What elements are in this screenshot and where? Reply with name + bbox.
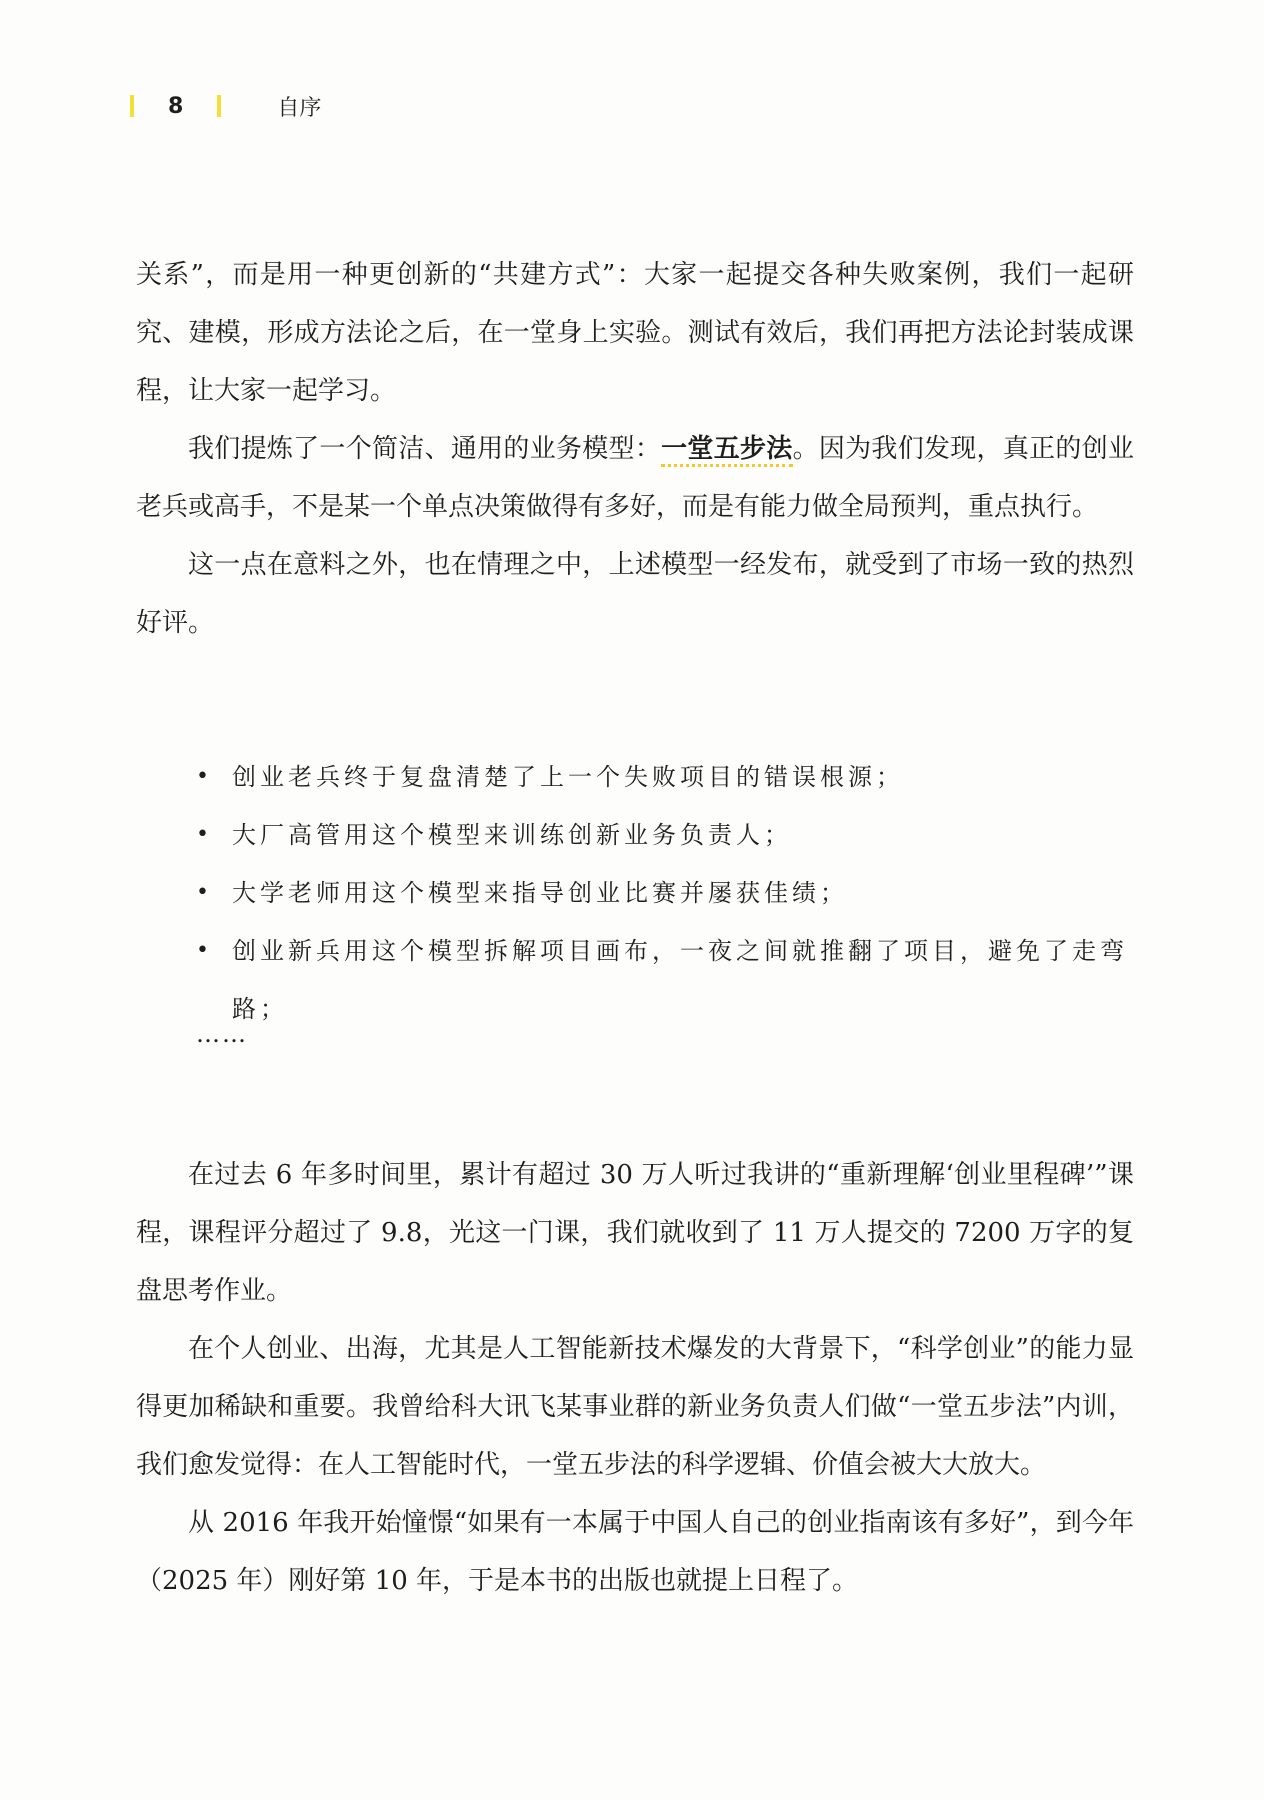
paragraph-2 (136, 420, 1134, 536)
list-item (196, 922, 1136, 1038)
header-bar-left (130, 95, 134, 117)
body-text-bottom (136, 1146, 1134, 1610)
body-text-top (136, 246, 1134, 652)
feedback-list (196, 748, 1136, 1038)
bullet-icon: • (196, 764, 213, 789)
list-item (196, 864, 1136, 922)
list-item (196, 806, 1136, 864)
paragraph-4: 在过去 6 年多时间里，累计有超过 30 万人听过我讲的“重新理解‘创业里程碑’”课程，课程评分超过了 9.8，光这一门课，我们就收到了 11 万人提交的 7200 万字的复盘思考作业。 (136, 1160, 1134, 1306)
paragraph-1: 关系”，而是用一种更创新的“共建方式”：大家一起提交各种失败案例，我们一起研究、建模，形成方法论之后，在一堂身上实验。测试有效后，我们再把方法论封装成课程，让大家一起学习。 (136, 260, 1134, 406)
list-item-text: 大厂高管用这个模型来训练创新业务负责人； (232, 821, 792, 849)
list-item-text: 创业老兵终于复盘清楚了上一个失败项目的错误根源； (232, 763, 904, 791)
paragraph-2-before: 我们提炼了一个简洁、通用的业务模型： (188, 434, 662, 464)
bullet-icon: • (196, 822, 213, 847)
list-item-text: 大学老师用这个模型来指导创业比赛并屡获佳绩； (232, 879, 848, 907)
page-number: 8 (168, 93, 184, 119)
header-bar-right (217, 95, 221, 117)
list-item (196, 748, 1136, 806)
emphasis-model-name: 一堂五步法 (661, 434, 792, 467)
paragraph-6: 从 2016 年我开始憧憬“如果有一本属于中国人自己的创业指南该有多好”，到今年（2025 年）刚好第 10 年，于是本书的出版也就提上日程了。 (136, 1508, 1134, 1596)
bullet-icon: • (196, 880, 213, 905)
section-title: 自序 (277, 95, 322, 121)
paragraph-3: 这一点在意料之外，也在情理之中，上述模型一经发布，就受到了市场一致的热烈好评。 (136, 550, 1134, 638)
paragraph-5: 在个人创业、出海，尤其是人工智能新技术爆发的大背景下，“科学创业”的能力显得更加稀缺和重要。我曾给科大讯飞某事业群的新业务负责人们做“一堂五步法”内训，我们愈发觉得：在人工智能时代，一堂五步法的科学逻辑、价值会被大大放大。 (136, 1334, 1134, 1480)
bullet-icon: • (196, 938, 213, 963)
running-header (130, 88, 321, 124)
paragraph-2-after: 。因为我们发现，真正的创业老兵或高手，不是某一个单点决策做得有多好，而是有能力做全局预判，重点执行。 (136, 434, 1134, 522)
list-ellipsis: …… (196, 1020, 248, 1048)
list-item-text: 创业新兵用这个模型拆解项目画布，一夜之间就推翻了项目，避免了走弯路； (232, 937, 1128, 1023)
